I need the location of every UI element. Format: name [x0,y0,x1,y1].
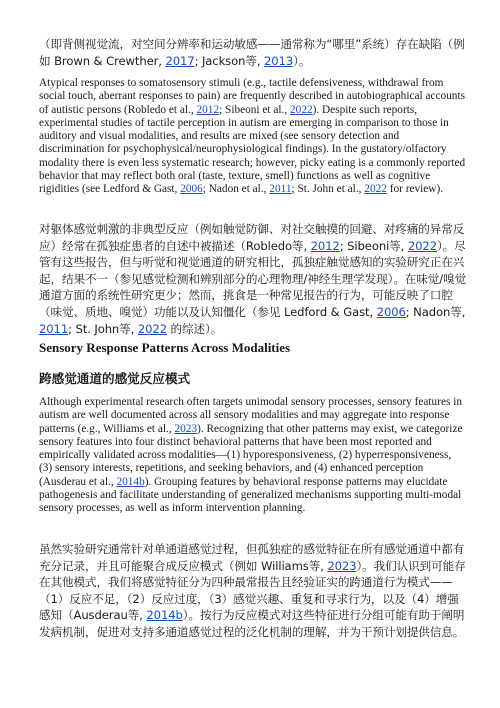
text-run: （即背侧视觉流，对空间分辨率和运动敏感——通常称为“哪里”系统）存在缺陷（例如 Brown & Crewther, [39,37,465,68]
text-run: ）。尽管有这些报告，但与听觉和视觉通道的研究相比，孤独症触觉感知的实验研究正在兴起，结果不一（参见感觉检测和辨别部分的心理物理/神经生理学发现）。在味觉/嗅觉通道方面的系统性研究更少；然而，挑食是一种常见报告的行为，可能反映了口腔（味觉、质地、嗅觉）功能以及认知僵化（参见 Ledford & Gast, [39,238,467,319]
text-run: ）。我们认识到可能存在其他模式，我们将感觉特征分为四种最常报告且经验证实的跨通道行为模式——（1）反应不足，（2）反应过度，（3）感觉兴趣、重复和寻求行为，以及（4）增强感知（Ausderau等, [39,558,466,623]
text-run: ; St. John et al., [291,183,365,196]
text-run: ）。 [293,53,311,68]
paragraph-zh-1 [39,36,467,69]
citation-link[interactable]: 2012 [310,238,340,253]
text-run: ; Sibeoni et al., [219,103,291,116]
citation-link[interactable]: 2022 [137,321,167,336]
text-run: ; Nadon等, [405,304,466,319]
citation-link[interactable]: 2012 [196,103,220,116]
text-run: for review). [386,183,444,196]
citation-link[interactable]: 2017 [165,53,195,68]
text-run: ; St. John等, [68,321,138,336]
paragraph-zh-3 [39,541,467,641]
text-run: ; Nadon et al., [202,183,270,196]
citation-link[interactable]: 2023 [327,558,357,573]
text-run: Although experimental research often targets unimodal sensory processes, sensory features in autism are well documented across all sensory modalities and may aggregate into response patterns (e.g., Williams et al., [39,396,462,435]
text-run: 对躯体感觉刺激的非典型反应（例如触觉防御、对社交触摸的回避、对疼痛的异常反应）经常在孤独症患者的自述中被描述（Robledo等, [39,222,465,253]
citation-link[interactable]: 2014b [146,608,183,623]
text-run: Atypical responses to somatosensory stimuli (e.g., tactile defensiveness, withdrawal from social touch, aberrant responses to pain) are frequently described in autobiographical accounts of autistic persons (Robledo et al., [39,77,465,116]
citation-link[interactable]: 2013 [264,53,294,68]
paragraph-en-2 [39,396,467,516]
citation-link[interactable]: 2022 [407,238,437,253]
citation-link[interactable]: 2011 [39,321,69,336]
text-run: ). Recognizing that other patterns may exist, we categorize sensory features into four distinct behavioral patterns that have been most reported and empirically validated across modalities—(1) hyporesponsiveness, (2) hyperresponsiveness, (3) sensory interests, repetitions, and seeking behaviors, and (4) enhanced perception (Ausderau et al., [39,422,463,488]
citation-link[interactable]: 2014b [116,475,145,488]
citation-link[interactable]: 2006 [376,304,406,319]
section-heading-en: Sensory Response Patterns Across Modalities [39,340,291,355]
citation-link[interactable]: 2011 [269,183,292,196]
citation-link[interactable]: 2022 [290,103,313,116]
text-run: ; Sibeoni等, [339,238,408,253]
text-run: 的综述）。 [166,321,223,336]
paragraph-en-1 [39,77,467,197]
citation-link[interactable]: 2023 [174,422,198,435]
citation-link[interactable]: 2006 [180,183,203,196]
citation-link[interactable]: 2022 [364,183,387,196]
text-run: ; Jackson等, [194,53,265,68]
paragraph-zh-2 [39,221,467,337]
text-run: 虽然实验研究通常针对单通道感觉过程，但孤独症的感觉特征在所有感觉通道中都有充分记录，并且可能聚合成反应模式（例如 Williams等, [39,542,465,573]
text-run: ). Despite such reports, experimental studies of tactile perception in autism are emerging in comparison to those in auditory and visual modalities, and results are mixed (see sensory detection and discrimination for psychophysical/neurophysiological findings). In the gustatory/olfactory modality there is even less systematic research; however, picky eating is a commonly reported behavior that may reflect both oral (taste, texture, smell) functions as well as cognitive rigidities (see Ledford & Gast, [39,103,466,196]
section-heading-zh: 跨感觉通道的感觉反应模式 [39,371,191,386]
text-run: ）。按行为反应模式对这些特征进行分组可能有助于阐明发病机制，促进对支持多通道感觉过程的泛化机制的理解，并为干预计划提供信息。 [39,608,465,639]
text-run: ). Grouping features by behavioral response patterns may elucidate pathogenesis and facilitate understanding of generalized mechanisms supporting multi-modal sensory processes, as well as inform intervention planning. [39,475,462,515]
